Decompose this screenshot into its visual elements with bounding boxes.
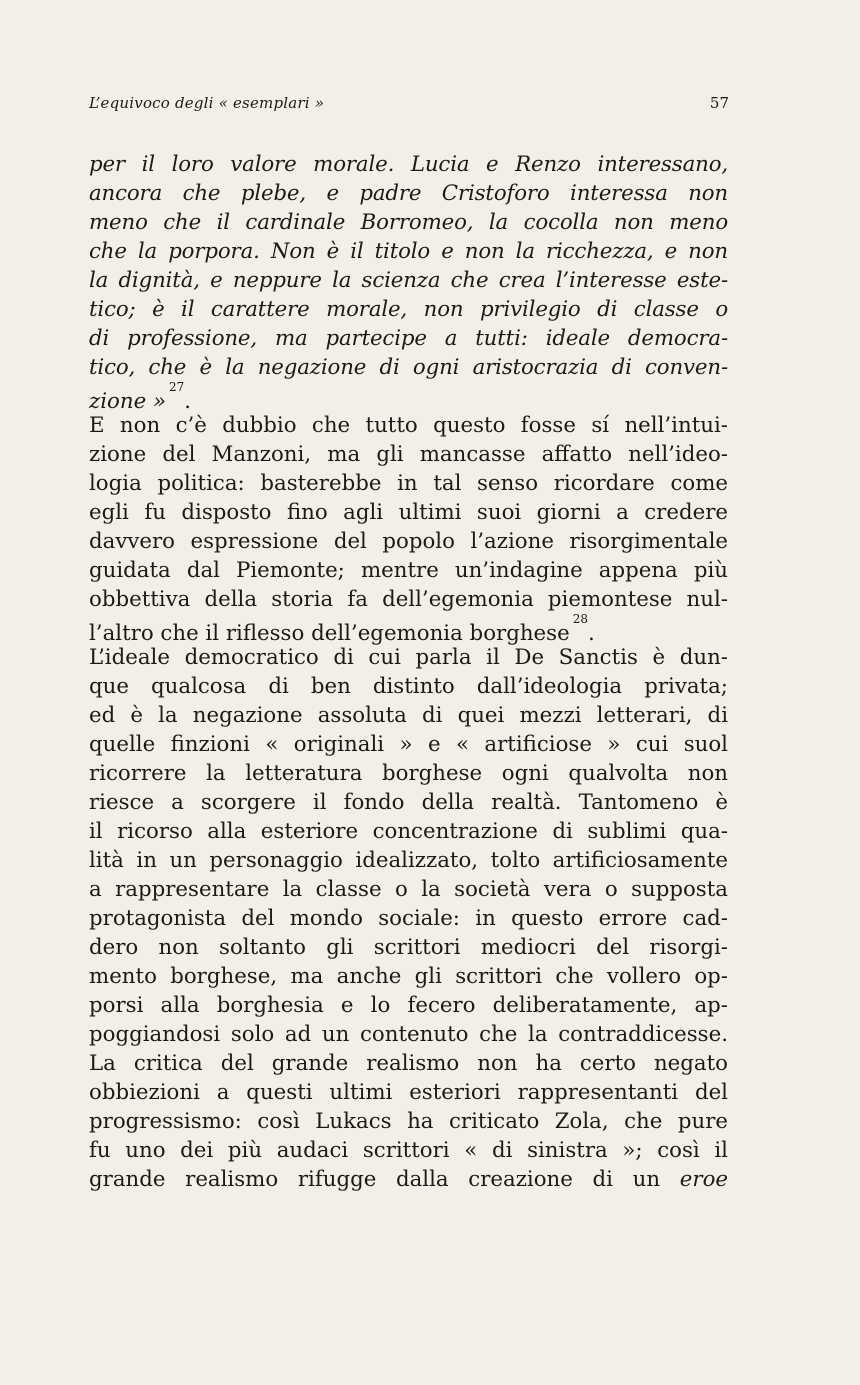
running-head bbox=[89, 94, 729, 120]
paragraph-line: riesce a scorgere il fondo della realtà. Tantomeno è bbox=[89, 790, 728, 815]
paragraph-line: lità in un personaggio idealizzato, tolto artificiosamente bbox=[89, 848, 728, 873]
paragraph-line: davvero espressione del popolo l’azione risorgimentale bbox=[89, 529, 728, 554]
paragraph-line: a rappresentare la classe o la società vera o supposta bbox=[89, 877, 728, 902]
paragraph-line: fu uno dei più audaci scrittori « di sinistra »; così il bbox=[89, 1138, 728, 1163]
paragraph-line: que qualcosa di ben distinto dall’ideologia privata; bbox=[89, 674, 728, 699]
paragraph-line: zione del Manzoni, ma gli mancasse affatto nell’ideo- bbox=[89, 442, 728, 467]
paragraph-end-punct: . bbox=[587, 621, 595, 647]
quote-end-punct: . bbox=[184, 389, 192, 415]
quote-line: la dignità, e neppure la scienza che crea l’interesse este- bbox=[89, 268, 728, 293]
paragraph-line: obbiezioni a questi ultimi esteriori rappresentanti del bbox=[89, 1080, 728, 1105]
quote-line: meno che il cardinale Borromeo, la cocolla non meno bbox=[89, 210, 728, 235]
quote-line: che la porpora. Non è il titolo e non la ricchezza, e non bbox=[89, 239, 728, 264]
paragraph-last-line bbox=[89, 612, 728, 647]
body-text bbox=[89, 150, 728, 1194]
paragraph-2 bbox=[89, 643, 728, 1049]
quote-end-text: zione » bbox=[89, 389, 166, 415]
paragraph-end-text: grande realismo rifugge dalla creazione di un bbox=[89, 1167, 661, 1192]
quote-line: ancora che plebe, e padre Cristoforo interessa non bbox=[89, 181, 728, 206]
running-title: L’equivoco degli « esemplari » bbox=[89, 94, 325, 112]
paragraph-line: dero non soltanto gli scrittori mediocri del risorgi- bbox=[89, 935, 728, 960]
italic-word: eroe bbox=[679, 1167, 728, 1192]
paragraph-3 bbox=[89, 1049, 728, 1194]
paragraph-end-text: l’altro che il riflesso dell’egemonia borghese bbox=[89, 621, 570, 647]
paragraph-line: egli fu disposto fino agli ultimi suoi giorni a credere bbox=[89, 500, 728, 525]
paragraph-line: obbettiva della storia fa dell’egemonia piemontese nul- bbox=[89, 587, 728, 612]
paragraph-line: guidata dal Piemonte; mentre un’indagine appena più bbox=[89, 558, 728, 583]
paragraph-line: L’ideale democratico di cui parla il De Sanctis è dun- bbox=[89, 645, 728, 670]
paragraph-line: ed è la negazione assoluta di quei mezzi letterari, di bbox=[89, 703, 728, 728]
footnote-ref-27[interactable]: 27 bbox=[168, 380, 185, 394]
quote-last-line bbox=[89, 380, 728, 415]
paragraph-line: La critica del grande realismo non ha certo negato bbox=[89, 1051, 728, 1076]
paragraph-line: E non c’è dubbio che tutto questo fosse sí nell’intui- bbox=[89, 413, 728, 438]
quotation-block bbox=[89, 150, 728, 415]
paragraph-line: progressismo: così Lukacs ha criticato Zola, che pure bbox=[89, 1109, 728, 1134]
paragraph-line: poggiandosi solo ad un contenuto che la contraddicesse. bbox=[89, 1022, 728, 1047]
paragraph-line: ricorrere la letteratura borghese ogni qualvolta non bbox=[89, 761, 728, 786]
paragraph-line: il ricorso alla esteriore concentrazione di sublimi qua- bbox=[89, 819, 728, 844]
paragraph-1 bbox=[89, 411, 728, 647]
paragraph-line: protagonista del mondo sociale: in questo errore cad- bbox=[89, 906, 728, 931]
quote-line: di professione, ma partecipe a tutti: ideale democra- bbox=[89, 326, 728, 351]
page-number: 57 bbox=[709, 94, 729, 112]
paragraph-line: mento borghese, ma anche gli scrittori che vollero op- bbox=[89, 964, 728, 989]
quote-line: tico; è il carattere morale, non privilegio di classe o bbox=[89, 297, 728, 322]
paragraph-line: porsi alla borghesia e lo fecero deliberatamente, ap- bbox=[89, 993, 728, 1018]
paragraph-line bbox=[89, 1165, 728, 1194]
quote-line: tico, che è la negazione di ogni aristocrazia di conven- bbox=[89, 355, 728, 380]
quote-line: per il loro valore morale. Lucia e Renzo interessano, bbox=[89, 152, 728, 177]
footnote-ref-28[interactable]: 28 bbox=[572, 612, 588, 626]
paragraph-line: logia politica: basterebbe in tal senso ricordare come bbox=[89, 471, 728, 496]
paragraph-line: quelle finzioni « originali » e « artificiose » cui suol bbox=[89, 732, 728, 757]
